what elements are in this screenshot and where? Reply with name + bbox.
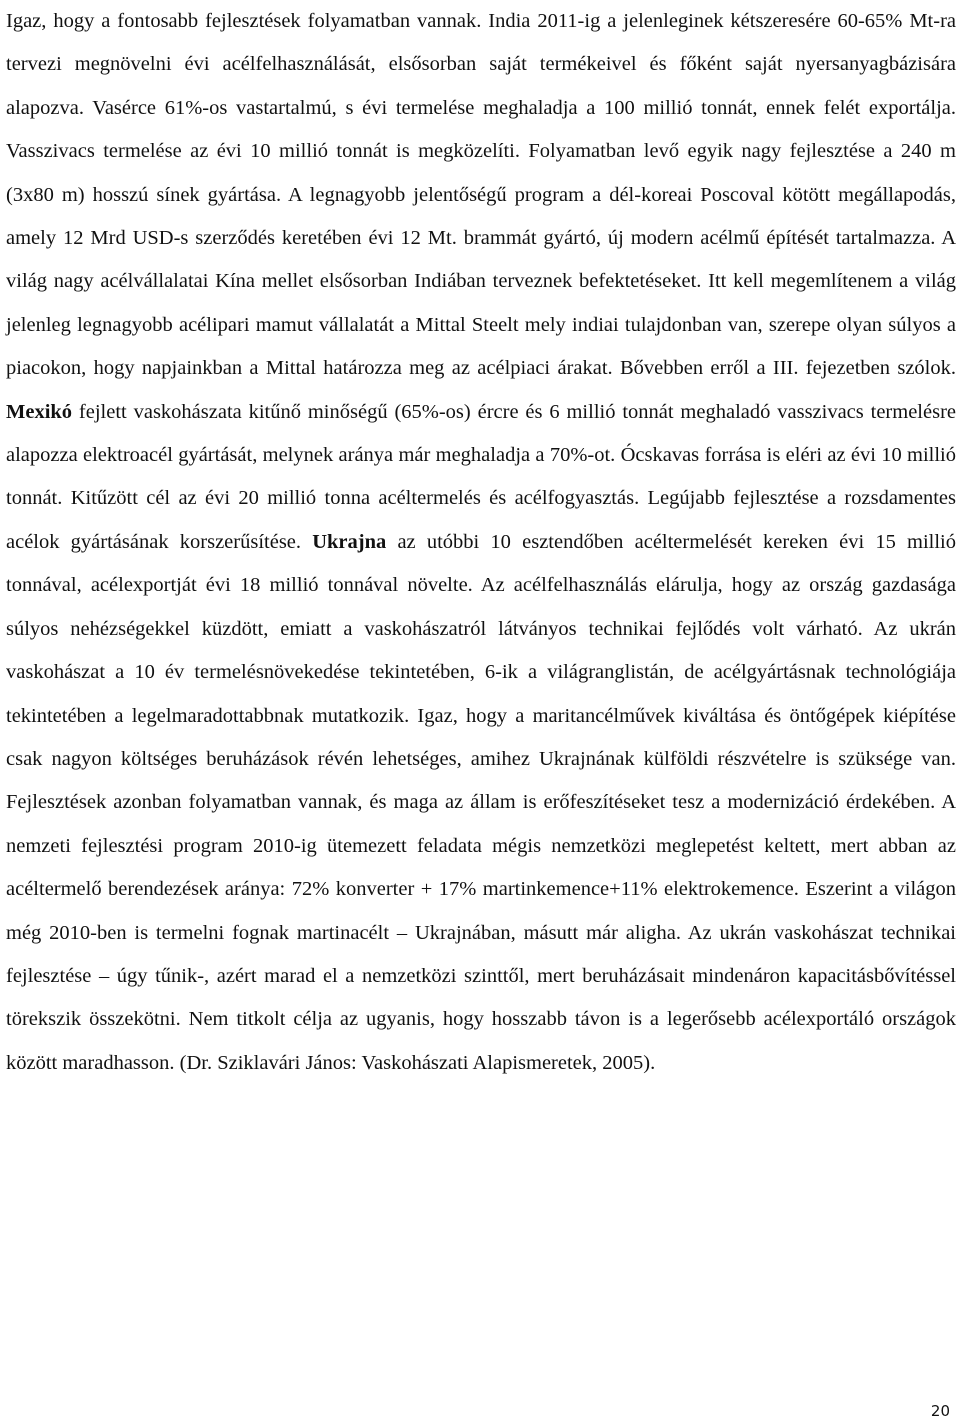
text-run-mexico: fejlett vaskohászata kitűnő minőségű (65%-os) ércre és 6 millió tonnát meghaladó vasszivacs termelésre alapozza elektroacél gyártását, melynek aránya már meghaladja a 70%-ot. Ócskavas forrása is eléri az évi 10 millió tonnát. Kitűzött cél az évi 20 millió tonna acéltermelés és acélfogyasztás. Legújabb fejlesztése a rozsdamentes acélok gyártásának korszerűsítése. bbox=[6, 400, 956, 553]
text-run-ukraine: az utóbbi 10 esztendőben acéltermelését kereken évi 15 millió tonnával, acélexportját évi 18 millió tonnával növelte. Az acélfelhasználás elárulja, hogy az ország gazdasága súlyos nehézségekkel küzdött, emiatt a vaskohászatról látványos technikai fejlődés volt várható. Az ukrán vaskohászat a 10 év termelésnövekedése tekintetében, 6-ik a világranglistán, de acélgyártásnak technológiája tekintetében a legelmaradottabbnak mutatkozik. Igaz, hogy a maritancélművek kiváltása és öntőgépek kiépítése csak nagyon költséges beruházások révén lehetséges, amihez Ukrajnának külföldi részvételre is szüksége van. Fejlesztések azonban folyamatban vannak, és maga az állam is erőfeszítéseket tesz a modernizáció érdekében. A nemzeti fejlesztési program 2010-ig ütemezett feladata mégis nemzetközi meglepetést keltett, mert abban az acéltermelő berendezések aránya: 72% konverter + 17% martinkemence+11% elektrokemence. Eszerint a világon még 2010-ben is termelni fognak martinacélt – Ukrajnában, másutt már aligha. Az ukrán vaskohászat technikai fejlesztése – úgy tűnik-, azért marad el a nemzetközi szinttől, mert beruházásait mindenáron kapacitásbővítéssel törekszik összekötni. Nem titkolt célja az ugyanis, hogy hosszabb távon is a legerősebb acélexportáló országok között maradhasson. (Dr. Sziklavári János: Vaskohászati Alapismeretek, 2005). bbox=[6, 530, 957, 1074]
country-heading-ukraine: Ukrajna bbox=[312, 530, 387, 553]
document-page bbox=[6, 0, 956, 1085]
text-run-india: Igaz, hogy a fontosabb fejlesztések folyamatban vannak. India 2011-ig a jelenleginek kétszeresére 60-65% Mt-ra tervezi megnövelni évi acélfelhasználását, elsősorban saját termékeivel és főként saját nyersanyagbázisára alapozva. Vasérce 61%-os vastartalmú, s évi termelése meghaladja a 100 millió tonnát, ennek felét exportálja. Vasszivacs termelése az évi 10 millió tonnát is megközelíti. Folyamatban levő egyik nagy fejlesztése a 240 m (3x80 m) hosszú sínek gyártása. A legnagyobb jelentőségű program a dél-koreai Poscoval kötött megállapodás, amely 12 Mrd USD-s szerződés keretében évi 12 Mt. brammát gyártó, új modern acélmű építését tartalmazza. A világ nagy acélvállalatai Kína mellet elsősorban Indiában terveznek befektetéseket. Itt kell megemlítenem a világ jelenleg legnagyobb acélipari mamut vállalatát a Mittal Steelt mely indiai tulajdonban van, szerepe olyan súlyos a piacokon, hogy napjainkban a Mittal határozza meg az acélpiaci árakat. Bővebben erről a III. fejezetben szólok. bbox=[6, 10, 956, 380]
country-heading-mexico: Mexikó bbox=[6, 400, 73, 423]
body-paragraph bbox=[6, 0, 956, 1085]
page-number: 20 bbox=[930, 1402, 950, 1420]
